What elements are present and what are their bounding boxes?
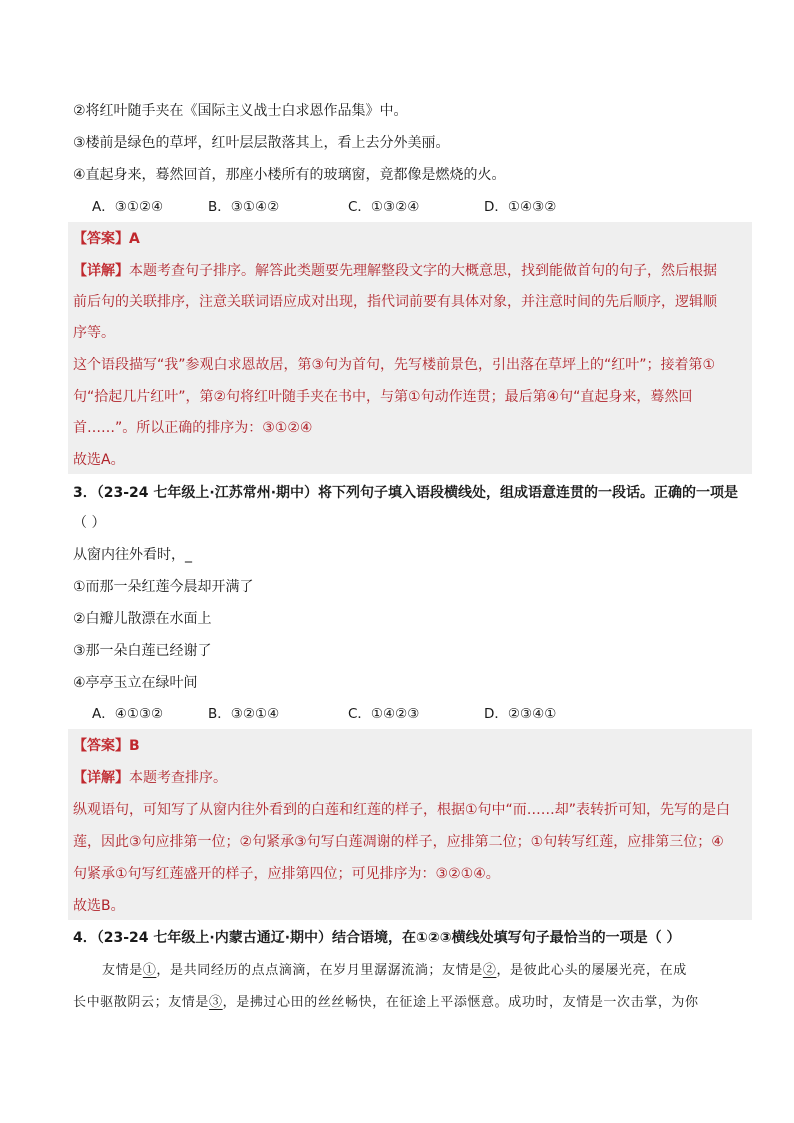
- q4-passage-line-2: 长中驱散阴云；友情是③，是拂过心田的丝丝畅快，在征途上平添惬意。成功时，友情是一次击掌，为你: [73, 995, 699, 1010]
- q3-lead: 从窗内往外看时，_: [73, 547, 192, 563]
- q2-answer-block: [68, 222, 752, 474]
- q3-answer-block: [68, 729, 752, 920]
- explain-label: 【详解】: [73, 770, 129, 786]
- q3-sentence-4: ④亭亭玉立在绿叶间: [73, 675, 198, 691]
- q2-options: [92, 197, 556, 217]
- q2-sentence-4: ④直起身来，蓦然回首，那座小楼所有的玻璃窗，竟都像是燃烧的火。: [73, 167, 506, 183]
- q3-conclusion: 故选B。: [73, 898, 125, 914]
- q2-explain-line-6: 首……”。所以正确的排序为：③①②④: [73, 420, 313, 436]
- q2-option-b[interactable]: B．③①④②: [208, 199, 280, 215]
- q3-answer: [73, 736, 140, 756]
- q2-option-d[interactable]: D．①④③②: [484, 199, 557, 215]
- q3-stem-line-2: （ ）: [73, 515, 106, 531]
- q2-explain-line-4: 这个语段描写“我”参观白求恩故居，第③句为首句，先写楼前景色，引出落在草坪上的“红叶”；接着第①: [73, 357, 716, 373]
- answer-value: B: [129, 738, 140, 754]
- q3-option-a[interactable]: A．④①③②: [92, 706, 164, 722]
- q2-explain-line-2: 前后句的关联排序，注意关联词语应成对出现，指代词前要有具体对象，并注意时间的先后顺序，逻辑顺: [73, 294, 717, 310]
- q2-explain-line-1: 【详解】本题考查句子排序。解答此类题要先理解整段文字的大概意思，找到能做首句的句子，然后根据: [73, 263, 717, 279]
- q3-explain-line-2: 纵观语句，可知写了从窗内往外看到的白莲和红莲的样子，根据①句中“而……却”表转折可知，先写的是白: [73, 802, 731, 818]
- q2-sentence-3: ③楼前是绿色的草坪，红叶层层散落其上，看上去分外美丽。: [73, 135, 450, 151]
- q3-options: [92, 704, 556, 724]
- q4-passage-line-1: 友情是①，是共同经历的点点滴滴，在岁月里潺潺流淌；友情是②，是彼此心头的屡屡光亮，在成: [102, 963, 687, 978]
- q3-stem-line-1: 3．（23-24 七年级上·江苏常州·期中）将下列句子填入语段横线处，组成语意连贯的一段话。正确的一项是: [73, 485, 739, 501]
- answer-value: A: [129, 231, 140, 247]
- q3-sentence-1: ①而那一朵红莲今晨却开满了: [73, 579, 254, 595]
- q2-option-c[interactable]: C．①③②④: [348, 199, 420, 215]
- q4-blank-1[interactable]: ①: [142, 963, 157, 978]
- q3-explain-line-4: 句紧承①句写红莲盛开的样子，应排第四位；可见排序为：③②①④。: [73, 866, 500, 882]
- q4-stem: 4．（23-24 七年级上·内蒙古通辽·期中）结合语境，在①②③横线处填写句子最恰当的一项是（ ）: [73, 930, 681, 946]
- answer-label: 【答案】: [73, 231, 129, 247]
- q3-sentence-3: ③那一朵白莲已经谢了: [73, 643, 212, 659]
- q2-conclusion: 故选A。: [73, 452, 125, 468]
- q3-option-d[interactable]: D．②③④①: [484, 706, 557, 722]
- q3-option-c[interactable]: C．①④②③: [348, 706, 420, 722]
- q4-blank-3[interactable]: ③: [209, 995, 223, 1010]
- q2-explain-line-5: 句“拾起几片红叶”，第②句将红叶随手夹在书中，与第①句动作连贯；最后第④句“直起身来，蓦然回: [73, 389, 693, 405]
- q2-sentence-2: ②将红叶随手夹在《国际主义战士白求恩作品集》中。: [73, 103, 408, 119]
- q3-option-b[interactable]: B．③②①④: [208, 706, 280, 722]
- q3-explain-line-3: 莲，因此③句应排第一位；②句紧承③句写白莲凋谢的样子，应排第二位；①句转写红莲，应排第三位；④: [73, 834, 724, 850]
- explain-label: 【详解】: [73, 263, 129, 279]
- q3-explain-line-1: 【详解】本题考查排序。: [73, 770, 227, 786]
- q2-explain-line-3: 序等。: [73, 325, 115, 341]
- q2-answer: [73, 229, 140, 249]
- answer-label: 【答案】: [73, 738, 129, 754]
- q2-option-a[interactable]: A．③①②④: [92, 199, 164, 215]
- q4-blank-2[interactable]: ②: [482, 963, 497, 978]
- q3-sentence-2: ②白瓣儿散漂在水面上: [73, 611, 212, 627]
